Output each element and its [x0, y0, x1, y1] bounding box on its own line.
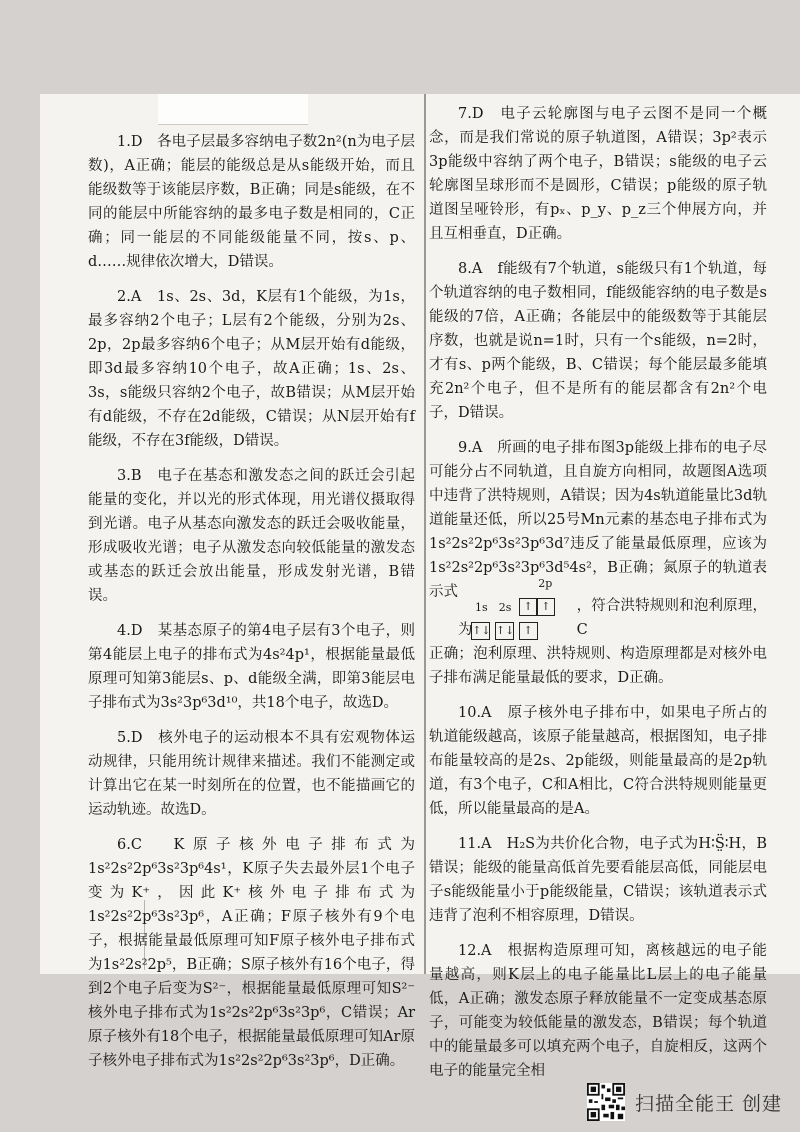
diagram-suffix: ，符合洪特规则和泡利原理，C	[576, 598, 767, 638]
right-column	[429, 102, 767, 1094]
answer-2: 2.A 1s、2s、3d，K层有1个能级，为1s，最多容纳2个电子；L层有2个能级，分别为2s、2p，2p最多容纳6个电子；从M层开始有d能级，即3d最多容纳10个电子，故A正确；1s、2s、3s，s能级只容纳2个电子，故B错误；从M层开始有d能级，不存在2d能级，C错误；从N层开始有f能级，不存在3f能级，D错误。	[88, 289, 415, 449]
orbital-diagram	[458, 577, 767, 642]
answer-10: 10.A 原子核外电子排布中，如果电子所占的轨道能级越高，该原子能量越高，根据图知，电子排布能量较高的是2s、2p能级，则能量最高的是2p轨道，有3个电子，C和A相比，C符合洪特规则能量更低，所以能量最高的是A。	[429, 705, 767, 817]
orbital-label: 2p	[538, 577, 553, 590]
orbital-box: ↑↓	[471, 622, 490, 640]
orbital-2s	[495, 601, 515, 642]
orbital-label: 2s	[498, 601, 512, 614]
orbital-box: ↑↓	[495, 622, 514, 640]
orbital-box: ↑	[536, 598, 555, 616]
answer-11: 11.A H₂S为共价化合物，电子式为H∶S̤̈∶H，B错误；能级的能量高低首先要看能层高低，同能层电子s能级能量小于p能级能量，C错误；该轨道表示式违背了泡利不相容原理，D错误。	[429, 836, 767, 924]
diagram-prefix: 为	[458, 622, 473, 638]
answer-4: 4.D 某基态原子的第4电子层有3个电子，则第4能层上电子的排布式为4s²4p¹，根据能量最低原理可知第3能层s、p、d能级全满，即第3能层电子排布式为3s²3p⁶3d¹⁰，共18个电子，故选D。	[88, 623, 415, 711]
orbital-2p	[520, 577, 571, 642]
orbital-1s	[472, 601, 491, 642]
orbital-box: ↑	[519, 598, 538, 616]
answer-6: 6.C K原子核外电子排布式为1s²2s²2p⁶3s²3p⁶4s¹，K原子失去最外层1个电子变为K⁺，因此K⁺核外电子排布式为1s²2s²2p⁶3s²3p⁶，A正确；F原子核外有9个电子，根据能量最低原理可知F原子核外电子排布式为1s²2s²2p⁵，B正确；S原子核外有16个电子，得到2个电子后变为S²⁻，根据能量最低原理可知S²⁻核外电子排布式为1s²2s²2p⁶3s²3p⁶，C错误；Ar原子核外有18个电子，根据能量最低原理可知Ar原子核外电子排布式为1s²2s²2p⁶3s²3p⁶，D正确。	[88, 837, 415, 1069]
left-column	[88, 130, 415, 1084]
answer-9: 9.A 所画的电子排布图3p能级上排布的电子尽可能分占不同轨道，且自旋方向相同，故题图A选项中违背了洪特规则，A错误；因为4s轨道能量比3d轨道能量还低，所以25号Mn元素的基态电子排布式为1s²2s²2p⁶3s²3p⁶3d⁷违反了能量最低原理，应该为1s²2s²2p⁶3s²3p⁶3d⁵4s²，B正确；氮原子的轨道表示式	[429, 440, 767, 600]
orbital-label: 1s	[475, 601, 488, 614]
answer-9-continued: 正确；泡利原理、洪特规则、构造原理都是对核外电子排布满足能量最低的要求，D正确。	[429, 646, 767, 686]
answer-7: 7.D 电子云轮廓图与电子云图不是同一个概念，而是我们常说的原子轨道图，A错误；3p²表示3p能级中容纳了两个电子，B错误；s能级的电子云轮廓图呈球形而不是圆形，C错误；p能级的原子轨道图呈哑铃形，有pₓ、p_y、p_z三个伸展方向，并且互相垂直，D正确。	[429, 106, 767, 242]
qr-code-icon	[587, 1083, 625, 1121]
scanner-watermark	[587, 1082, 782, 1122]
column-divider	[424, 94, 426, 974]
answer-5: 5.D 核外电子的运动根本不具有宏观物体运动规律，只能用统计规律来描述。我们不能测定或计算出它在某一时刻所在的位置，也不能描画它的运动轨迹。故选D。	[88, 730, 415, 818]
answer-1: 1.D 各电子层最多容纳电子数2n²(n为电子层数)，A正确；能层的能级总是从s能级开始，而且能级数等于该能层序数，B正确；同是s能级，在不同的能层中所能容纳的最多电子数是相同的，C正确；同一能层的不同能级能量不同，按s、p、d……规律依次增大，D错误。	[88, 134, 415, 270]
paper-tab	[158, 94, 308, 125]
watermark-text: 扫描全能王 创建	[634, 1092, 782, 1115]
orbital-box: ↑	[519, 622, 538, 640]
answer-12: 12.A 根据构造原理可知，离核越远的电子能量越高，则K层上的电子能量比L层上的电子能量低，A正确；激发态原子释放能量不一定变成基态原子，可能变为较低能量的激发态，B错误；每个轨道中的能量最多可以填充两个电子，自旋相反，这两个电子的能量完全相	[429, 943, 767, 1079]
answer-3: 3.B 电子在基态和激发态之间的跃迁会引起能量的变化，并以光的形式体现，用光谱仪摄取得到光谱。电子从基态向激发态的跃迁会吸收能量，形成吸收光谱；电子从激发态向较低能量的激发态或基态的跃迁会放出能量，形成发射光谱，B错误。	[88, 468, 415, 604]
answer-8: 8.A f能级有7个轨道，s能级只有1个轨道，每个轨道容纳的电子数相同，f能级能容纳的电子数是s能级的7倍，A正确；各能层中的能级数等于其能层序数，也就是说n=1时，只有一个s能级，n=2时，才有s、p两个能级，B、C错误；每个能层最多能填充2n²个电子，但不是所有的能层都含有2n²个电子，D错误。	[429, 261, 767, 421]
